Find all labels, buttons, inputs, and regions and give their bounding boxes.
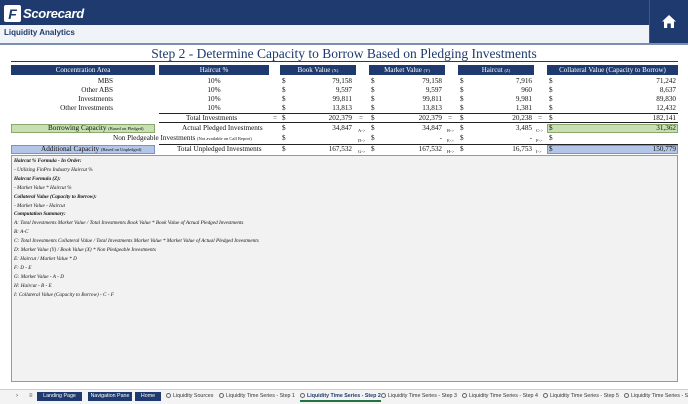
row-haircut-amt: 9,981 xyxy=(515,95,532,103)
note-line: Collateral Value (Capacity to Borrow): xyxy=(14,193,97,200)
note-line: F: D - E xyxy=(14,264,32,271)
total-market-value: 202,379 xyxy=(418,114,442,122)
row-haircut-amt: 1,381 xyxy=(515,104,532,112)
non-pledgeable-dollar-market: $ xyxy=(371,134,375,142)
borrowing-capacity-label xyxy=(48,124,144,133)
tab-page-icon xyxy=(166,393,171,398)
header-collateral-value: Collateral Value (Capacity to Borrow) xyxy=(547,65,678,75)
tab-button-navigation-pane[interactable]: Navigation Pane xyxy=(88,392,132,401)
non-pledgeable-note: (Not available on Call Report) xyxy=(197,136,252,141)
header-book-value xyxy=(280,65,356,75)
row-dollar-sign: $ xyxy=(282,104,286,112)
sheet-tab[interactable] xyxy=(219,393,295,399)
row-haircut-pct: 10% xyxy=(207,77,221,85)
additional-capacity-text: Additional Capacity xyxy=(41,145,100,153)
non-pledgeable-text: Non Pledgeable Investments xyxy=(113,134,196,142)
unpledged-dollar-market: $ xyxy=(371,145,375,153)
row-haircut-pct: 10% xyxy=(207,95,221,103)
row-dollar-sign: $ xyxy=(460,77,464,85)
row-dollar-sign: $ xyxy=(460,95,464,103)
unpledged-tag-h: H-> xyxy=(447,149,455,154)
total-bottom-border xyxy=(159,122,678,123)
note-line: E: Haircut / Market Value * D xyxy=(14,255,77,262)
note-line: I: Collateral Value (Capacity to Borrow) - C - F xyxy=(14,291,114,298)
unpledged-investments-label: Total Unpledged Investments xyxy=(177,145,262,153)
row-name: MBS xyxy=(97,77,113,85)
row-market: 79,158 xyxy=(422,77,442,85)
home-icon xyxy=(661,14,677,29)
logo-text: Scorecard xyxy=(23,6,84,21)
non-pledgeable-market-value: - xyxy=(439,134,442,142)
header-haircut-label: Haircut xyxy=(481,66,503,74)
non-pledgeable-tag-d: D-> xyxy=(358,138,366,143)
tab-page-icon xyxy=(300,393,305,398)
row-collateral: 12,432 xyxy=(656,104,676,112)
row-market: 99,811 xyxy=(422,95,442,103)
sheet-tab-label: Liquidity Time Series - Step 3 xyxy=(388,393,457,399)
total-haircut: 20,238 xyxy=(512,114,532,122)
note-line: Computation Summary: xyxy=(14,211,66,218)
row-dollar-sign: $ xyxy=(282,86,286,94)
title-underline xyxy=(11,61,678,62)
non-pledgeable-dollar-book: $ xyxy=(282,134,286,142)
pledged-collateral-value: 31,362 xyxy=(656,124,676,132)
note-line: - Market Value * Haircut % xyxy=(14,184,72,191)
note-line: A: Total Investments Market Value / Total Investments Book Value * Book Value of Actual Pledged Investments xyxy=(14,220,244,227)
sheet-tab[interactable] xyxy=(300,393,381,402)
row-market: 9,597 xyxy=(425,86,442,94)
sheet-tab-label: Liquidity Time Series - Step 5 xyxy=(550,393,619,399)
sheet-tab-label: Liquidity Time Series - Step 2 xyxy=(307,393,381,399)
row-dollar-sign: $ xyxy=(549,77,553,85)
row-book: 79,158 xyxy=(332,77,352,85)
header-market-value xyxy=(369,65,445,75)
unpledged-collateral-value: 150,779 xyxy=(652,145,676,153)
note-line: C: Total Investments Collateral Value / Total Investments Market Value * Market Value of Actual Pledged Investments xyxy=(14,238,259,245)
subtitle: Liquidity Analytics xyxy=(4,28,75,37)
row-book: 9,597 xyxy=(335,86,352,94)
row-dollar-sign: $ xyxy=(371,86,375,94)
total-collateral-value: 182,141 xyxy=(652,114,676,122)
row-haircut-pct: 10% xyxy=(207,104,221,112)
total-equals-1: = xyxy=(273,114,278,122)
row-dollar-sign: $ xyxy=(549,86,553,94)
non-pledgeable-tag-f: F-> xyxy=(536,138,543,143)
row-dollar-sign: $ xyxy=(282,77,286,85)
header-haircut xyxy=(458,65,534,75)
unpledged-dollar-haircut: $ xyxy=(460,145,464,153)
row-haircut-amt: 960 xyxy=(521,86,532,94)
tab-scroll-button[interactable]: › xyxy=(16,393,18,399)
note-line: - Market Value - Haircut xyxy=(14,202,66,209)
header-market-value-note: (Y) xyxy=(423,68,430,73)
note-line: Haircut % Formula - In Order: xyxy=(14,158,82,164)
note-line: G: Market Value - A - D xyxy=(14,273,64,280)
note-line: D: Market Value (Y) / Book Value (X) * Non Pledgeable Investments xyxy=(14,247,156,253)
row-collateral: 8,637 xyxy=(659,86,676,94)
subtitle-bar xyxy=(0,25,649,43)
tab-page-icon xyxy=(381,393,386,398)
pledged-dollar-collateral: $ xyxy=(549,124,553,132)
unpledged-dollar-collateral: $ xyxy=(549,145,553,153)
unpledged-market-value: 167,532 xyxy=(418,145,442,153)
sheet-tab-label: Liquidity Time Series - Step 1 xyxy=(226,393,295,399)
pledged-dollar-haircut: $ xyxy=(460,124,464,132)
non-pledgeable-tag-e: E-> xyxy=(447,138,454,143)
tab-page-icon xyxy=(219,393,224,398)
pledged-dollar-book: $ xyxy=(282,124,286,132)
unpledged-haircut: 16,753 xyxy=(512,145,532,153)
additional-capacity-note: (Based on Unpledged) xyxy=(100,147,142,152)
row-dollar-sign: $ xyxy=(371,104,375,112)
pledged-tag-b: B-> xyxy=(447,128,455,133)
row-dollar-sign: $ xyxy=(460,104,464,112)
non-pledgeable-dollar-haircut: $ xyxy=(460,134,464,142)
total-dollar-haircut: $ xyxy=(460,114,464,122)
scorecard-logo[interactable] xyxy=(4,5,84,22)
pledged-tag-a: A-> xyxy=(358,128,366,133)
row-name: Other ABS xyxy=(81,86,113,94)
header-haircut-note: (Z) xyxy=(504,68,511,73)
row-haircut-amt: 7,916 xyxy=(515,77,532,85)
row-dollar-sign: $ xyxy=(371,77,375,85)
sheet-tab[interactable] xyxy=(381,393,457,399)
additional-capacity-label xyxy=(41,145,141,154)
header-concentration-area: Concentration Area xyxy=(11,65,155,75)
non-pledgeable-haircut: - xyxy=(529,134,532,142)
total-dollar-market: $ xyxy=(371,114,375,122)
sheet-tab-bar xyxy=(0,389,688,404)
note-line: - Utilizing FinPro Industry Haircut % xyxy=(14,166,93,173)
header-book-value-label: Book Value xyxy=(297,66,331,74)
total-label: Total Investments xyxy=(186,114,238,122)
row-dollar-sign: $ xyxy=(549,104,553,112)
row-haircut-pct: 10% xyxy=(207,86,221,94)
unpledged-tag-g: G-> xyxy=(358,149,366,154)
borrowing-capacity-note: (Based on Pledged) xyxy=(108,126,144,131)
header-haircut-pct: Haircut % xyxy=(159,65,269,75)
non-pledgeable-label xyxy=(113,134,252,143)
total-equals-3: = xyxy=(448,114,453,122)
row-collateral: 71,242 xyxy=(656,77,676,85)
sheet-tab[interactable] xyxy=(543,393,619,399)
home-button[interactable] xyxy=(649,0,688,43)
total-equals-4: = xyxy=(538,114,543,122)
row-dollar-sign: $ xyxy=(371,95,375,103)
unpledged-book-value: 167,532 xyxy=(328,145,352,153)
note-line: B: A-C xyxy=(14,229,29,236)
sheet-tab[interactable] xyxy=(462,393,538,399)
sheet-list-menu-button[interactable]: ≡ xyxy=(29,393,33,399)
tab-page-icon xyxy=(624,393,629,398)
tab-button-home[interactable]: Home xyxy=(135,392,161,401)
total-dollar-book: $ xyxy=(282,114,286,122)
row-collateral: 89,830 xyxy=(656,95,676,103)
pledged-haircut: 3,485 xyxy=(515,124,532,132)
row-book: 13,813 xyxy=(332,104,352,112)
total-equals-2: = xyxy=(359,114,364,122)
unpledged-dollar-book: $ xyxy=(282,145,286,153)
header-market-value-label: Market Value xyxy=(384,66,422,74)
unpledged-tag-i: I-> xyxy=(536,149,542,154)
tab-button-landing-page[interactable]: Landing Page xyxy=(37,392,82,401)
pledged-book-value: 34,847 xyxy=(332,124,352,132)
sheet-tab[interactable] xyxy=(166,393,213,399)
sheet-tab-label: Liquidity Sources xyxy=(173,393,214,399)
pledged-investments-label: Actual Pledged Investments xyxy=(182,124,263,132)
note-line: Haircut Formula (Z): xyxy=(14,175,61,182)
scorecard-logo-icon: F xyxy=(4,5,21,22)
header-divider xyxy=(0,43,688,45)
pledged-tag-c: C-> xyxy=(536,128,544,133)
row-dollar-sign: $ xyxy=(549,95,553,103)
total-dollar-collateral: $ xyxy=(549,114,553,122)
row-dollar-sign: $ xyxy=(282,95,286,103)
non-pledgeable-dollar-collateral: $ xyxy=(549,134,553,142)
page-title: Step 2 - Determine Capacity to Borrow Based on Pledging Investments xyxy=(151,46,537,61)
row-book: 99,811 xyxy=(332,95,352,103)
borrowing-capacity-text: Borrowing Capacity xyxy=(48,124,107,132)
tab-page-icon xyxy=(543,393,548,398)
header-book-value-note: (X) xyxy=(332,68,339,73)
pledged-market-value: 34,847 xyxy=(422,124,442,132)
row-name: Other Investments xyxy=(60,104,113,112)
formula-notes-box xyxy=(11,155,678,382)
sheet-tab-label: Liquidity Time Series - Step 4 xyxy=(469,393,538,399)
tab-page-icon xyxy=(462,393,467,398)
pledged-dollar-market: $ xyxy=(371,124,375,132)
note-line: H: Haircut - B - E xyxy=(14,282,52,289)
row-market: 13,813 xyxy=(422,104,442,112)
total-book-value: 202,379 xyxy=(328,114,352,122)
row-dollar-sign: $ xyxy=(460,86,464,94)
sheet-tab-label: Liquidity Time Series - S xyxy=(631,393,688,399)
sheet-tab[interactable] xyxy=(624,393,688,399)
row-name: Investments xyxy=(78,95,113,103)
